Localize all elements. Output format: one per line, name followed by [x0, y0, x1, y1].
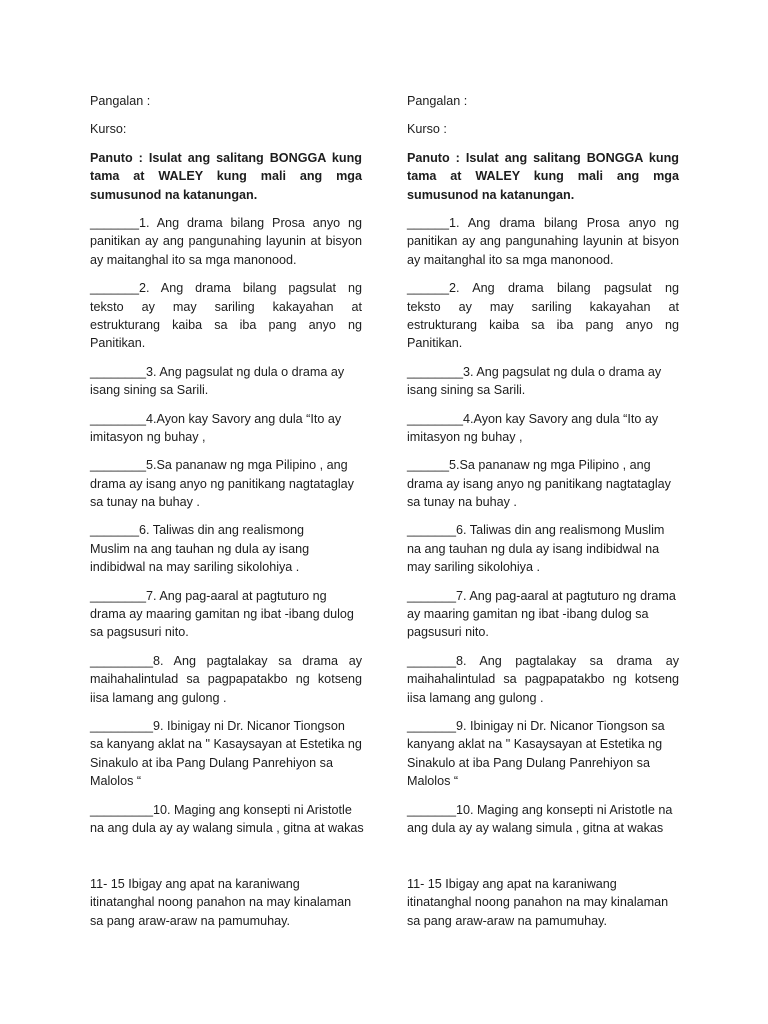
question-3 — [90, 363, 362, 400]
text-line: Malolos “ — [90, 774, 142, 789]
text-line: maihahalintulad sa pagpapatakbo ng kotseng — [90, 672, 362, 687]
text-line: _________8. Ang pagtalakay sa drama ay — [90, 653, 362, 668]
text-line: tama at WALEY kung mali ang mga — [90, 169, 362, 184]
question-5 — [90, 456, 362, 511]
instructions — [407, 149, 679, 204]
text-line: sa tunay na buhay . — [407, 495, 517, 510]
question-5 — [407, 456, 679, 511]
text-line: ______5.Sa pananaw ng mga Pilipino , ang — [407, 458, 651, 473]
text-line: _________10. Maging ang konsepti ni Aristotle — [90, 802, 352, 817]
text-line: isang sining sa Sarili. — [90, 383, 209, 398]
quiz-copy-left — [90, 92, 362, 940]
text-line: isang sining sa Sarili. — [407, 383, 526, 398]
text-line: _______9. Ibinigay ni Dr. Nicanor Tiongson sa — [407, 718, 665, 733]
text-line: sa pang araw-araw na pamumuhay. — [90, 913, 290, 928]
question-7 — [407, 587, 679, 642]
text-line: iisa lamang ang gulong . — [90, 690, 227, 705]
text-line: sumusunod na katanungan. — [407, 187, 575, 202]
text-line: ________4.Ayon kay Savory ang dula “Ito ay — [407, 411, 659, 426]
text-line: sa pagsusuri nito. — [90, 625, 189, 640]
text-line: ay maitanghal ito sa mga manonood. — [90, 252, 297, 267]
quiz-copy-right — [407, 92, 679, 940]
text-line: tama at WALEY kung mali ang mga — [407, 169, 679, 184]
text-line: ______1. Ang drama bilang Prosa anyo ng — [407, 215, 679, 230]
text-line: teksto ay may sariling kakayahan at — [407, 299, 679, 314]
question-8 — [407, 652, 679, 707]
question-2 — [407, 279, 679, 353]
text-line: imitasyon ng buhay , — [90, 429, 206, 444]
text-line: Sinakulo at iba Pang Dulang Panrehiyon sa — [407, 755, 650, 770]
text-line: ________4.Ayon kay Savory ang dula “Ito ay — [90, 411, 342, 426]
text-line: ay maaring gamitan ng ibat -ibang dulog sa — [407, 607, 649, 622]
text-line: Malolos “ — [407, 774, 459, 789]
text-line: _________9. Ibinigay ni Dr. Nicanor Tiongson — [90, 718, 345, 733]
instructions — [90, 149, 362, 204]
question-4 — [407, 410, 679, 447]
text-line: itinatanghal noong panahon na may kinalaman — [407, 895, 669, 910]
text-line: 11- 15 Ibigay ang apat na karaniwang — [90, 876, 300, 891]
text-line: _______2. Ang drama bilang pagsulat ng — [90, 281, 362, 296]
text-line: Muslim na ang tauhan ng dula ay isang — [90, 541, 310, 556]
question-6 — [407, 521, 679, 576]
text-line: _______7. Ang pag-aaral at pagtuturo ng drama — [407, 588, 676, 603]
question-1 — [90, 214, 362, 269]
text-line: indibidwal na may sariling sikolohiya . — [90, 560, 300, 575]
text-line: teksto ay may sariling kakayahan at — [90, 299, 362, 314]
name-field-label: Pangalan : — [407, 94, 468, 108]
course-field-label: Kurso : — [407, 122, 447, 137]
text-line: Panitikan. — [90, 336, 146, 351]
question-4 — [90, 410, 362, 447]
text-line: _______6. Taliwas din ang realismong Muslim — [407, 523, 665, 538]
text-line: maihahalintulad sa pagpapatakbo ng kotseng — [407, 672, 679, 687]
text-line: estrukturang kaiba sa iba pang anyo ng — [90, 317, 362, 332]
text-line: ________5.Sa pananaw ng mga Pilipino , ang — [90, 458, 348, 473]
text-line: may sariling sikolohiya . — [407, 560, 540, 575]
question-7 — [90, 587, 362, 642]
text-line: ay maitanghal ito sa mga manonood. — [407, 252, 614, 267]
text-line: drama ay isang anyo ng panitikang nagtataglay — [407, 476, 671, 491]
text-line: ______2. Ang drama bilang pagsulat ng — [407, 281, 679, 296]
text-line: pagsusuri nito. — [407, 625, 489, 640]
text-line: imitasyon ng buhay , — [407, 429, 523, 444]
text-line: Panuto : Isulat ang salitang BONGGA kung — [90, 150, 362, 165]
text-line: sa pang araw-araw na pamumuhay. — [407, 913, 607, 928]
text-line: _______1. Ang drama bilang Prosa anyo ng — [90, 215, 362, 230]
text-line: ang dula ay ay walang simula , gitna at wakas — [407, 820, 664, 835]
text-line: sa tunay na buhay . — [90, 495, 200, 510]
text-line: _______10. Maging ang konsepti ni Aristotle na — [407, 802, 673, 817]
text-line: Sinakulo at iba Pang Dulang Panrehiyon sa — [90, 755, 333, 770]
name-field-label: Pangalan : — [90, 94, 151, 108]
text-line: estrukturang kaiba sa iba pang anyo ng — [407, 317, 679, 332]
question-8 — [90, 652, 362, 707]
question-6 — [90, 521, 362, 576]
text-line: sa kanyang aklat na " Kasaysayan at Estetika ng — [90, 737, 362, 752]
course-field-label: Kurso: — [90, 122, 127, 137]
text-line: drama ay maaring gamitan ng ibat -ibang dulog — [90, 607, 354, 622]
text-line: kanyang aklat na " Kasaysayan at Estetika ng — [407, 737, 663, 752]
text-line: panitikan ay ang pangunahing layunin at bisyon — [90, 234, 362, 249]
text-line: iisa lamang ang gulong . — [407, 690, 544, 705]
question-2 — [90, 279, 362, 353]
text-line: drama ay isang anyo ng panitikang nagtataglay — [90, 476, 354, 491]
text-line: ________3. Ang pagsulat ng dula o drama ay — [407, 364, 662, 379]
text-line: ________7. Ang pag-aaral at pagtuturo ng — [90, 588, 327, 603]
question-10 — [407, 801, 679, 838]
text-line: Panitikan. — [407, 336, 463, 351]
final-prompt — [407, 875, 679, 930]
text-line: _______8. Ang pagtalakay sa drama ay — [407, 653, 679, 668]
text-line: na ang tauhan ng dula ay isang indibidwal na — [407, 541, 660, 556]
question-9 — [90, 717, 362, 791]
text-line: na ang dula ay ay walang simula , gitna at wakas — [90, 820, 364, 835]
final-prompt — [90, 875, 362, 930]
text-line: Panuto : Isulat ang salitang BONGGA kung — [407, 150, 679, 165]
text-line: itinatanghal noong panahon na may kinalaman — [90, 895, 352, 910]
question-1 — [407, 214, 679, 269]
text-line: ________3. Ang pagsulat ng dula o drama ay — [90, 364, 345, 379]
text-line: sumusunod na katanungan. — [90, 187, 258, 202]
question-10 — [90, 801, 362, 838]
text-line: 11- 15 Ibigay ang apat na karaniwang — [407, 876, 617, 891]
text-line: _______6. Taliwas din ang realismong — [90, 523, 305, 538]
question-9 — [407, 717, 679, 791]
question-3 — [407, 363, 679, 400]
text-line: panitikan ay ang pangunahing layunin at bisyon — [407, 234, 679, 249]
